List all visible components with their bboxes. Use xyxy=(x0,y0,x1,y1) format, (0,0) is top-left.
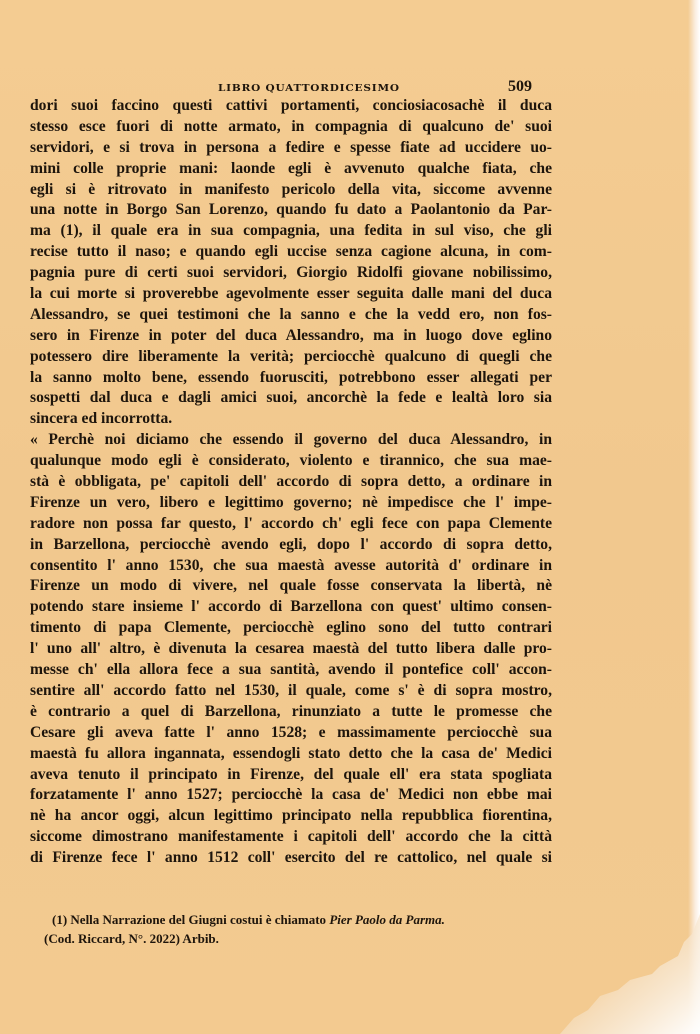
text-line: Firenze un modo di vivere, nel quale fosse conservata la libertà, nè xyxy=(30,577,552,595)
text-line: qualunque modo egli è considerato, violento e tirannico, che sua mae- xyxy=(30,452,552,470)
text-line: potessero dire liberamente la verità; perciocchè qualcuno di quegli che xyxy=(30,347,552,365)
text-line: sero in Firenze in poter del duca Alessandro, ma in luogo dove eglino xyxy=(30,326,552,344)
text-line: recise tutto il naso; e quando egli uccise senza cagione alcuna, in com- xyxy=(30,243,552,261)
text-line: è contrario a quel di Barzellona, rinunziato a tutte le promesse che xyxy=(30,702,552,720)
text-line: una notte in Borgo San Lorenzo, quando fu dato a Paolantonio da Par- xyxy=(30,201,552,219)
footnote-1 xyxy=(52,910,552,929)
text-line: servidori, e si trova in persona a fedire e spesse fiate ad uccidere uo- xyxy=(30,138,552,156)
text-line: Firenze un vero, libero e legittimo governo; nè impedisce che l' impe- xyxy=(30,493,552,511)
footnotes xyxy=(44,910,552,948)
page-number: 509 xyxy=(508,78,532,95)
text-line: siccome dimostrano manifestamente i capitoli dell' accordo che la città xyxy=(30,828,552,846)
text-line: stesso esce fuori di notte armato, in compagnia di qualcuno de' suoi xyxy=(30,117,552,135)
text-line: la sanno molto bene, essendo fuorusciti, potrebbono esser allegati per xyxy=(30,368,552,386)
text-line: ma (1), il quale era in sua compagnia, una fedita in sul viso, che gli xyxy=(30,222,552,240)
text-line: Alessandro, se quei testimoni che la sanno e che la vedd ero, non fos- xyxy=(30,305,552,323)
footnote-1-source: (Cod. Riccard, N°. 2022) Arbib. xyxy=(44,931,219,946)
text-line: egli si è ritrovato in manifesto pericolo della vita, siccome avvenne xyxy=(30,180,552,198)
text-line: la cui morte si proverebbe agevolmente esser seguita dalle mani del duca xyxy=(30,285,552,303)
text-line: sincera ed incorrotta. xyxy=(30,410,173,428)
text-line: in Barzellona, perciocchè avendo egli, dopo l' accordo di sopra detto, xyxy=(30,535,552,553)
torn-corner xyxy=(560,914,700,1034)
text-line: sospetti dal duca e dagli amici suoi, ancorchè la fede e lealtà loro sia xyxy=(30,389,552,407)
text-line: « Perchè noi diciamo che essendo il governo del duca Alessandro, in xyxy=(30,431,552,449)
text-line: forzatamente l' anno 1527; perciocchè la casa de' Medici non ebbe mai xyxy=(30,786,552,804)
text-line: radore non possa far questo, l' accordo ch' egli fece con papa Clemente xyxy=(30,514,552,532)
text-line: timento di papa Clemente, perciocchè eglino sono del tutto contrari xyxy=(30,619,552,637)
text-line: pagnia pure di certi suoi servidori, Giorgio Ridolfi giovane nobilissimo, xyxy=(30,264,552,282)
text-line: dori suoi faccino questi cattivi portamenti, conciosiacosachè il duca xyxy=(30,97,552,114)
text-line: nè ha ancor oggi, alcun legittimo principato nella repubblica fiorentina, xyxy=(30,807,552,825)
text-line: potendo stare insieme l' accordo di Barzellona con quest' ultimo consen- xyxy=(30,598,552,616)
page-edge xyxy=(688,0,700,1034)
text-line: l' uno all' altro, è divenuta la cesarea maestà del tutto libera dalle pro- xyxy=(30,640,552,658)
text-line: stà è obbligata, pe' capitoli dell' accordo di sopra detto, a ordinare in xyxy=(30,473,552,491)
text-line: mini colle proprie mani: laonde egli è avvenuto qualche fiata, che xyxy=(30,159,552,177)
footnote-1-italic: Pier Paolo da Parma. xyxy=(329,912,445,927)
running-head: LIBRO QUATTORDICESIMO xyxy=(218,82,400,94)
text-line: consentito l' anno 1530, che sua maestà avesse autorità d' ordinare in xyxy=(30,556,552,574)
text-line: aveva tenuto il principato in Firenze, del quale ell' era stata spogliata xyxy=(30,765,552,783)
main-text xyxy=(30,96,552,869)
text-line: maestà fu allora ingannata, essendogli stato detto che la casa de' Medici xyxy=(30,744,552,762)
text-line: di Firenze fece l' anno 1512 coll' esercito del re cattolico, nel quale si xyxy=(30,849,552,867)
text-line: messe ch' ella allora fece a sua santità, avendo il pontefice coll' accon- xyxy=(30,661,552,679)
footnote-1-text: (1) Nella Narrazione del Giugni costui è chiamato xyxy=(52,912,327,927)
text-line: sentire all' accordo fatto nel 1530, il quale, come s' è di sopra mostro, xyxy=(30,681,552,699)
text-line: Cesare gli aveva fatte l' anno 1528; e massimamente perciocchè sua xyxy=(30,723,552,741)
page-header xyxy=(0,78,700,98)
